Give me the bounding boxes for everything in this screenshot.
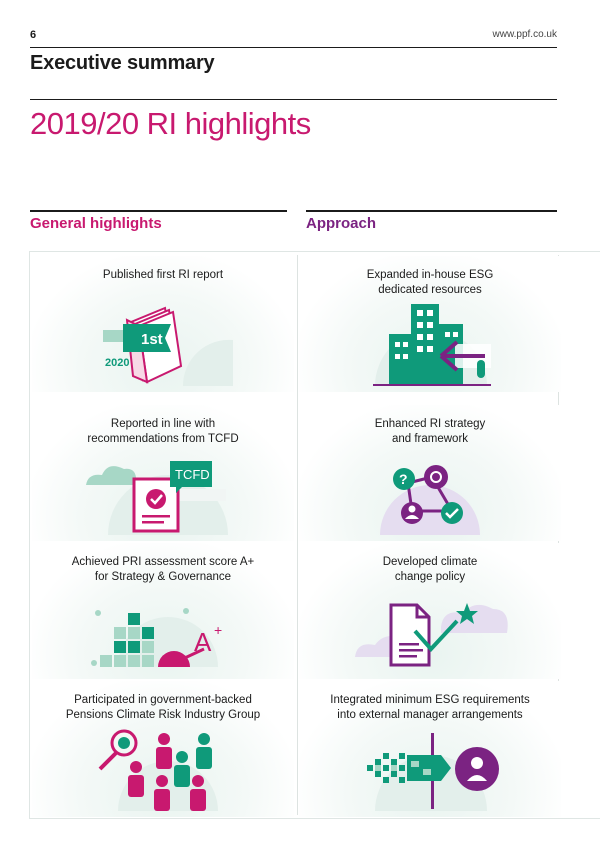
approach-esg-requirements: [299, 681, 561, 817]
mid-rule: [30, 99, 557, 100]
column-divider: [297, 255, 298, 815]
manager-integration-icon: [345, 725, 515, 811]
approach-strategy: [299, 405, 561, 541]
approach-heading: Approach: [306, 215, 377, 232]
highlight-title: Published first RI report: [102, 269, 224, 281]
highlight-climate-group: [32, 681, 294, 817]
section-title: Executive summary: [30, 52, 215, 74]
highlight-title: Developed climate change policy: [382, 556, 478, 583]
strategy-network-icon: [360, 455, 500, 535]
policy-document-icon: [345, 587, 515, 673]
site-url[interactable]: www.ppf.co.uk: [492, 29, 557, 40]
first-badge-text: 1st: [141, 331, 163, 348]
top-rule: [30, 47, 557, 48]
general-highlights-heading: General highlights: [30, 215, 162, 232]
highlight-title: Integrated minimum ESG requirements into external manager arrangements: [330, 694, 530, 721]
highlight-pri-score: [32, 543, 294, 679]
score-gauge-icon: [78, 587, 248, 673]
highlight-title: Expanded in-house ESG dedicated resources: [366, 269, 494, 296]
approach-climate-policy: [299, 543, 561, 679]
office-building-icon: [345, 300, 515, 386]
highlight-title: Participated in government-backed Pensions Climate Risk Industry Group: [65, 694, 261, 721]
highlight-title: Achieved PRI assessment score A+ for Strategy & Governance: [71, 556, 255, 583]
people-group-icon: [78, 725, 248, 811]
svg-text:?: ?: [399, 471, 408, 487]
highlight-title: Enhanced RI strategy and framework: [374, 418, 486, 445]
approach-esg-resources: [299, 256, 561, 392]
report-book-icon: [83, 300, 243, 386]
page-number: 6: [30, 29, 37, 41]
tcfd-badge-text: TCFD: [175, 467, 210, 482]
main-title: 2019/20 RI highlights: [30, 106, 311, 141]
highlight-first-ri-report: [32, 256, 294, 392]
year-text: 2020: [105, 357, 130, 369]
approach-rule: [306, 210, 557, 212]
highlight-title: Reported in line with recommendations from TCFD: [87, 418, 239, 445]
score-plus-text: +: [214, 622, 223, 638]
general-rule: [30, 210, 287, 212]
highlight-tcfd: [32, 405, 294, 541]
score-text: A: [194, 627, 212, 657]
tcfd-certificate-icon: [78, 455, 248, 535]
